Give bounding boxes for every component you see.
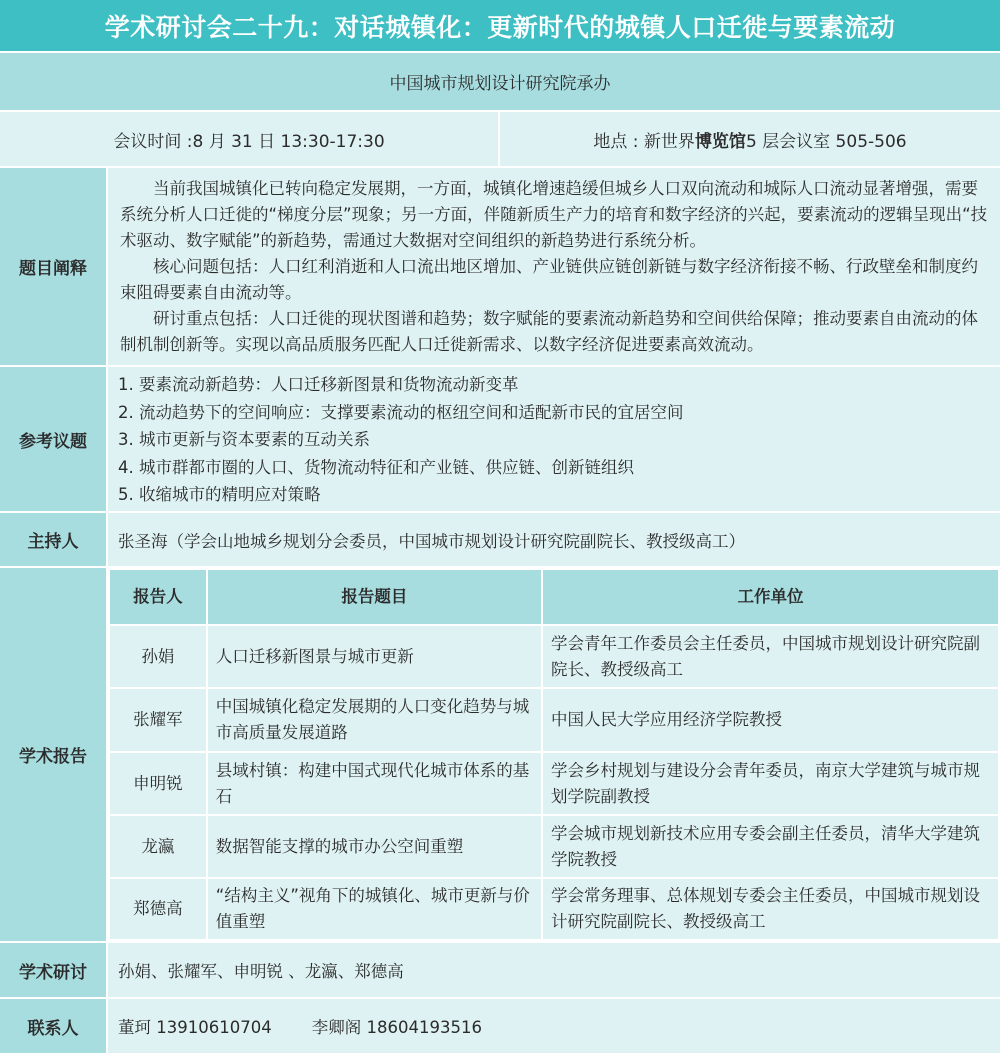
- header-affiliation: 工作单位: [542, 569, 999, 625]
- table-row: [109, 688, 999, 752]
- speaker-name: 孙娟: [109, 625, 207, 688]
- speaker-affiliation: 学会城市规划新技术应用专委会副主任委员，清华大学建筑学院教授: [542, 815, 999, 878]
- meeting-time-cell: [0, 112, 498, 166]
- report-title: 数据智能支撑的城市办公空间重塑: [207, 815, 542, 878]
- speaker-name: 龙瀛: [109, 815, 207, 878]
- contact-content: [108, 999, 1000, 1053]
- reference-topic-item: 2. 流动趋势下的空间响应：支撑要素流动的枢纽空间和适配新市民的宜居空间: [118, 402, 684, 422]
- contact-label: 联系人: [0, 999, 106, 1053]
- reference-topic-item: 3. 城市更新与资本要素的互动关系: [118, 430, 370, 449]
- location-suffix: 5 层会议室 505-506: [745, 131, 907, 152]
- speaker-affiliation: 学会乡村规划与建设分会青年委员，南京大学建筑与城市规划学院副教授: [542, 752, 999, 815]
- header-report-title: 报告题目: [207, 569, 542, 625]
- reference-topics-label: 参考议题: [0, 367, 106, 511]
- host-text: 张圣海（学会山地城乡规划分会委员，中国城市规划设计研究院副院长、教授级高工）: [118, 531, 745, 551]
- report-title: 县域村镇：构建中国式现代化城市体系的基石: [207, 752, 542, 815]
- table-row: [109, 815, 999, 878]
- reports-table: [108, 568, 1000, 941]
- topic-paragraph-1: 当前我国城镇化已转向稳定发展期，一方面，城镇化增速趋缓但城乡人口双向流动和城际人口流动显著增强，需要系统分析人口迁徙的“梯度分层”现象；另一方面，伴随新质生产力的培育和数字经济的兴起，要素流动的逻辑呈现出“技术驱动、数字赋能”的新趋势，需通过大数据对空间组织的新趋势进行系统分析。: [120, 179, 988, 250]
- location-prefix: 地点 : 新世界: [593, 131, 695, 152]
- topic-section: [0, 168, 1000, 365]
- speaker-affiliation: 中国人民大学应用经济学院教授: [542, 688, 999, 752]
- topic-content: [108, 168, 1000, 365]
- discussion-content: [108, 943, 1000, 997]
- reference-topic-item: 4. 城市群都市圈的人口、货物流动特征和产业链、供应链、创新链组织: [118, 457, 634, 477]
- table-row: [109, 625, 999, 688]
- speaker-name: 申明锐: [109, 752, 207, 815]
- host-content: [108, 513, 1000, 566]
- contact-person-2: 李卿阁 18604193516: [311, 1018, 482, 1037]
- reports-header-row: [109, 569, 999, 625]
- table-row: [109, 752, 999, 815]
- reference-topic-item: 5. 收缩城市的精明应对策略: [118, 485, 321, 504]
- report-title: 中国城镇化稳定发展期的人口变化趋势与城市高质量发展道路: [207, 688, 542, 752]
- report-title: 人口迁移新图景与城市更新: [207, 625, 542, 688]
- discussion-text: 孙娟、张耀军、申明锐 、龙瀛、郑德高: [118, 962, 404, 981]
- meeting-location-cell: [500, 112, 1000, 166]
- speaker-name: 张耀军: [109, 688, 207, 752]
- organizer-text: 中国城市规划设计研究院承办: [389, 74, 611, 94]
- topic-label: 题目阐释: [0, 168, 106, 365]
- topic-paragraph-3: 研讨重点包括：人口迁徙的现状图谱和趋势；数字赋能的要素流动新趋势和空间供给保障；推动要素自由流动的体制机制创新等。实现以高品质服务匹配人口迁徙新需求、以数字经济促进要素高效流动。: [120, 309, 978, 354]
- page-title: 学术研讨会二十九：对话城镇化：更新时代的城镇人口迁徙与要素流动: [0, 0, 1000, 51]
- discussion-section: [0, 943, 1000, 997]
- reference-topics-content: [108, 367, 1000, 511]
- report-title: “结构主义”视角下的城镇化、城市更新与价值重塑: [207, 878, 542, 940]
- reports-label: 学术报告: [0, 568, 106, 941]
- speaker-affiliation: 学会常务理事、总体规划专委会主任委员，中国城市规划设计研究院副院长、教授级高工: [542, 878, 999, 940]
- reports-section: [0, 568, 1000, 941]
- host-section: [0, 513, 1000, 566]
- organizer-row: [0, 53, 1000, 110]
- host-label: 主持人: [0, 513, 106, 566]
- header-speaker: 报告人: [109, 569, 207, 625]
- speaker-affiliation: 学会青年工作委员会主任委员，中国城市规划设计研究院副院长、教授级高工: [542, 625, 999, 688]
- contact-section: [0, 999, 1000, 1053]
- meeting-info-row: [0, 112, 1000, 166]
- reference-topics-section: [0, 367, 1000, 511]
- table-row: [109, 878, 999, 940]
- meeting-time: 会议时间 :8 月 31 日 13:30-17:30: [113, 131, 385, 152]
- discussion-label: 学术研讨: [0, 943, 106, 997]
- location-venue: 博览馆: [694, 131, 746, 152]
- contact-person-1: 董珂 13910610704: [118, 1018, 272, 1037]
- reference-topic-item: 1. 要素流动新趋势：人口迁移新图景和货物流动新变革: [118, 375, 519, 394]
- speaker-name: 郑德高: [109, 878, 207, 940]
- topic-paragraph-2: 核心问题包括：人口红利消逝和人口流出地区增加、产业链供应链创新链与数字经济衔接不畅、行政壁垒和制度约束阻碍要素自由流动等。: [120, 257, 978, 302]
